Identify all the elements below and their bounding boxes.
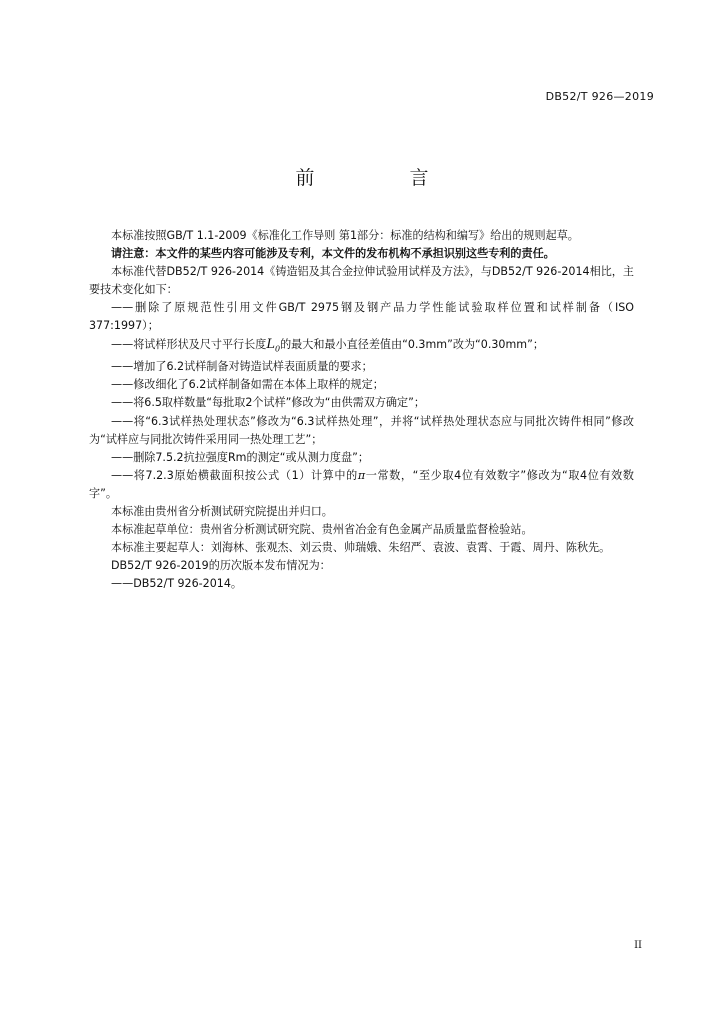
length-symbol: $L_0$ [266, 336, 281, 354]
change-item-2-pre: ——将试样形状及尺寸平行长度 [111, 337, 267, 351]
page-number: II [634, 940, 642, 951]
change-item-8 [89, 467, 634, 503]
paragraph-drafting-rules: 本标准按照GB/T 1.1-2009《标准化工作导则 第1部分：标准的结构和编写》给出的规则起草。 [111, 229, 579, 242]
document-code: DB52/T 926—2019 [545, 90, 654, 103]
paragraph-drafting-units: 本标准起草单位：贵州省分析测试研究院、贵州省冶金有色金属产品质量监督检验站。 [111, 523, 533, 537]
change-item-3: ——增加了6.2试样制备对铸造试样表面质量的要求； [111, 360, 373, 374]
change-item-6: ——将“6.3试样热处理状态”修改为“6.3试样热处理”，并将“试样热处理状态应与同批次铸件相同”修改为“试样应与同批次铸件采用同一热处理工艺”； [89, 414, 634, 446]
change-item-7: ——删除7.5.2抗拉强度Rm的测定“或从测力度盘”； [111, 450, 369, 464]
change-item-1: ——删除了原规范性引用文件GB/T 2975钢及钢产品力学性能试验取样位置和试样制备（ISO 377:1997）； [89, 301, 634, 333]
change-item-8-post: 一常数，“至少取4位有效数字”修改为“取4位有效数字”。 [89, 468, 634, 500]
paragraph-drafters: 本标准主要起草人：刘海林、张观杰、刘云贵、帅瑞娥、朱绍严、袁波、袁霄、于霞、周丹、陈秋先。 [111, 541, 611, 555]
version-history-item: ——DB52/T 926-2014。 [111, 577, 243, 591]
paragraph-replacement: 本标准代替DB52/T 926-2014《铸造铝及其合金拉伸试验用试样及方法》，与DB52/T 926-2014相比，主要技术变化如下： [89, 265, 634, 297]
change-item-4: ——修改细化了6.2试样制备如需在本体上取样的规定； [111, 378, 384, 392]
change-item-2 [89, 336, 634, 359]
paragraph-version-history: DB52/T 926-2019的历次版本发布情况为： [111, 559, 331, 573]
foreword-body [89, 227, 634, 593]
change-item-2-post: 的最大和最小直径差值由“0.3mm”改为“0.30mm”； [280, 337, 544, 351]
page-title: 前 言 [295, 167, 467, 189]
change-item-5: ——将6.5取样数量“每批取2个试样”修改为“由供需双方确定”； [111, 396, 425, 410]
pi-symbol: π [357, 468, 366, 482]
change-item-8-pre: ——将7.2.3原始横截面积按公式（1）计算中的 [111, 468, 358, 482]
paragraph-proposer: 本标准由贵州省分析测试研究院提出并归口。 [111, 505, 333, 518]
paragraph-patent-notice: 请注意：本文件的某些内容可能涉及专利，本文件的发布机构不承担识别这些专利的责任。 [111, 247, 555, 261]
